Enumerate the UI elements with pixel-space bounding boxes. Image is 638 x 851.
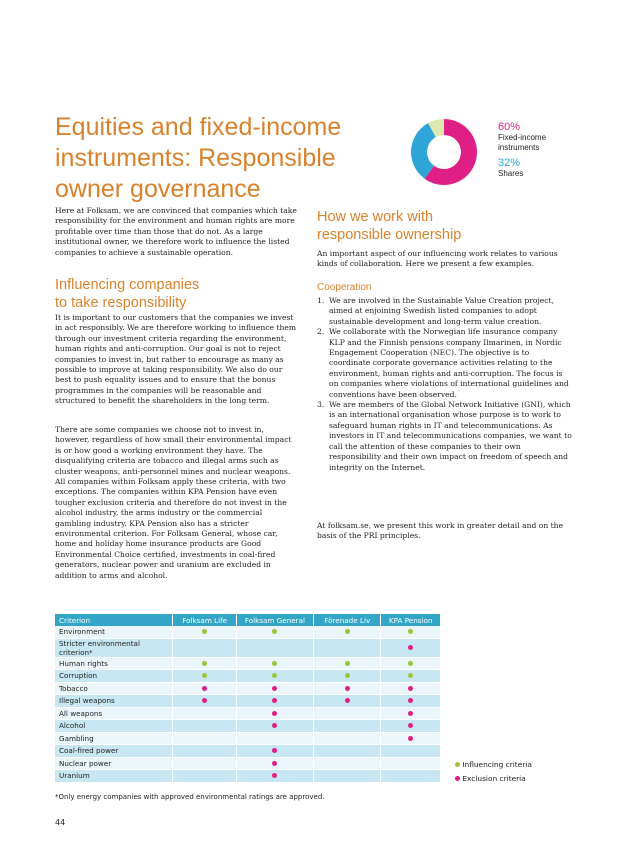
criterion-mark-cell: [314, 638, 381, 657]
cooperation-list: [317, 296, 572, 473]
criterion-mark-cell: [236, 626, 313, 638]
table-row: [55, 657, 441, 670]
criterion-cell: Nuclear power: [55, 757, 173, 770]
influencing-paragraph-2: There are some companies we choose not to invest in, however, regardless of how small their environmental impact is or how good a working environment they have. The disqualifying criteria are tobacco and illegal arms such as cluster weapons, anti-personnel mines and nuclear weapons. All companies within Folksam apply these criteria, with two exceptions. The companies within KPA Pension have even tougher exclusion criteria and therefore do not invest in the alcohol industry, the arms industry or the commercial gambling industry. KPA Pension also has a stricter environmental criterion. For Folksam General, whose car, home and holiday home insurance products are Good Environmental Choice certified, investments in coal-fired generators, nuclear power and uranium are excluded in addition to arms and alcohol.: [55, 425, 292, 580]
criterion-cell: Coal-fired power: [55, 745, 173, 758]
table-row: [55, 770, 441, 783]
criterion-mark-cell: [381, 626, 441, 638]
criterion-cell: Stricter environmental criterion*: [55, 638, 173, 657]
table-row: [55, 638, 441, 657]
column-header: KPA Pension: [381, 614, 441, 626]
criterion-mark-cell: [314, 695, 381, 708]
criterion-mark-cell: [314, 757, 381, 770]
influencing-dot-icon: [345, 629, 350, 634]
donut-hole: [427, 135, 461, 169]
column-header: Folksam General: [236, 614, 313, 626]
how-intro: An important aspect of our influencing work relates to various kinds of collaboration. Here we present a few examples.: [317, 249, 558, 269]
exclusion-dot-icon: [272, 761, 277, 766]
criterion-mark-cell: [381, 770, 441, 783]
influencing-dot-icon: [272, 673, 277, 678]
table-row: [55, 745, 441, 758]
table-row: [55, 732, 441, 745]
exclusion-dot-icon: [345, 686, 350, 691]
influencing-dot-icon: [202, 661, 207, 666]
legend-exclusion: Exclusion criteria: [455, 774, 532, 783]
criterion-mark-cell: [236, 745, 313, 758]
table-row: [55, 720, 441, 733]
criterion-mark-cell: [314, 770, 381, 783]
criterion-mark-cell: [314, 720, 381, 733]
criterion-mark-cell: [236, 695, 313, 708]
criterion-cell: Human rights: [55, 657, 173, 670]
influencing-heading: [55, 276, 300, 312]
criterion-mark-cell: [173, 770, 236, 783]
criterion-mark-cell: [173, 720, 236, 733]
heading-line: responsible ownership: [317, 227, 462, 243]
influencing-dot-icon: [272, 661, 277, 666]
criterion-mark-cell: [381, 657, 441, 670]
criterion-mark-cell: [173, 626, 236, 638]
fixed-income-label-line: instruments: [498, 143, 540, 152]
criterion-mark-cell: [236, 770, 313, 783]
criterion-mark-cell: [173, 657, 236, 670]
title-line: instruments: Responsible: [55, 144, 336, 172]
criterion-mark-cell: [314, 657, 381, 670]
table-row: [55, 626, 441, 638]
column-header: Förenade Liv: [314, 614, 381, 626]
table-legend: [455, 760, 532, 783]
exclusion-dot-icon: [272, 773, 277, 778]
influencing-dot-icon: [202, 673, 207, 678]
criterion-mark-cell: [236, 682, 313, 695]
criterion-mark-cell: [236, 638, 313, 657]
criterion-mark-cell: [314, 682, 381, 695]
magenta-dot-icon: [455, 776, 460, 781]
criterion-mark-cell: [314, 626, 381, 638]
criterion-cell: Illegal weapons: [55, 695, 173, 708]
table-row: [55, 757, 441, 770]
column-header: Criterion: [55, 614, 173, 626]
list-item: 3. We are members of the Global Network Initiative (GNI), which is an international organisation whose purpose is to work to safeguard human rights in IT and telecommunications. As investors in IT and telecommunications companies, we want to call the attention of these companies to their own responsibility and their own impact on freedom of speech and integrity on the Internet.: [317, 400, 572, 472]
how-outro: At folksam.se, we present this work in greater detail and on the basis of the PRI principles.: [317, 521, 564, 541]
criterion-mark-cell: [173, 638, 236, 657]
influencing-paragraph-1: It is important to our customers that the companies we invest in act responsibly. We are therefore working to influence them through our investment criteria regarding the environment, human rights and anti-corruption. Our goal is not to reject companies to invest in, but rather to encourage as many as possible to improve at taking responsibility. We also do our best to push equality issues and to ensure that the bonus programmes in the companies will be reasonable and structured to benefit the shareholders in the long term.: [55, 313, 297, 406]
criterion-mark-cell: [173, 707, 236, 720]
criterion-mark-cell: [236, 757, 313, 770]
exclusion-dot-icon: [408, 698, 413, 703]
criterion-mark-cell: [381, 695, 441, 708]
shares-label: Shares: [498, 169, 524, 178]
shares-value: 32%: [498, 157, 521, 169]
criterion-mark-cell: [173, 745, 236, 758]
influencing-dot-icon: [272, 629, 277, 634]
criterion-mark-cell: [381, 720, 441, 733]
how-heading: [317, 208, 577, 244]
page-number: 44: [55, 818, 66, 827]
exclusion-dot-icon: [408, 686, 413, 691]
criterion-mark-cell: [381, 707, 441, 720]
criterion-mark-cell: [173, 695, 236, 708]
criterion-mark-cell: [381, 757, 441, 770]
exclusion-dot-icon: [408, 711, 413, 716]
fixed-income-value: 60%: [498, 121, 521, 133]
table-row: [55, 707, 441, 720]
exclusion-dot-icon: [272, 748, 277, 753]
allocation-donut-chart: [404, 112, 484, 192]
criterion-mark-cell: [314, 707, 381, 720]
exclusion-dot-icon: [408, 645, 413, 650]
influencing-dot-icon: [345, 673, 350, 678]
table-row: [55, 682, 441, 695]
criterion-cell: All weapons: [55, 707, 173, 720]
criterion-mark-cell: [381, 638, 441, 657]
green-dot-icon: [455, 762, 460, 767]
criterion-mark-cell: [314, 745, 381, 758]
table-row: [55, 670, 441, 683]
criterion-cell: Corruption: [55, 670, 173, 683]
criterion-mark-cell: [173, 670, 236, 683]
criterion-mark-cell: [381, 732, 441, 745]
criterion-cell: Environment: [55, 626, 173, 638]
table-header-row: [55, 614, 441, 626]
heading-line: to take responsibility: [55, 295, 187, 311]
influencing-dot-icon: [408, 661, 413, 666]
influencing-dot-icon: [408, 673, 413, 678]
criterion-mark-cell: [236, 720, 313, 733]
criteria-table: [55, 614, 441, 783]
title-line: Equities and fixed-income: [55, 113, 342, 141]
legend-influencing: Influencing criteria: [455, 760, 532, 774]
criterion-mark-cell: [314, 732, 381, 745]
criterion-mark-cell: [173, 732, 236, 745]
table-row: [55, 695, 441, 708]
list-item: 1. We are involved in the Sustainable Value Creation project, aimed at enjoining Swedish listed companies to adopt sustainable development and long-term value creation.: [317, 296, 555, 326]
list-item: 2. We collaborate with the Norwegian life insurance company KLP and the Finnish pensions company Ilmarinen, in Nordic Engagement Cooperation (NEC). The objective is to coordinate corporate governance activities relating to the environment, human rights and anti-corruption. The focus is on companies where violations of international guidelines and conventions have been observed.: [317, 327, 569, 399]
exclusion-dot-icon: [272, 711, 277, 716]
criterion-mark-cell: [314, 670, 381, 683]
criterion-mark-cell: [236, 670, 313, 683]
exclusion-dot-icon: [408, 736, 413, 741]
exclusion-dot-icon: [202, 698, 207, 703]
table-footnote: *Only energy companies with approved environmental ratings are approved.: [55, 793, 325, 801]
criterion-mark-cell: [236, 732, 313, 745]
criterion-mark-cell: [381, 745, 441, 758]
criterion-cell: Tobacco: [55, 682, 173, 695]
influencing-dot-icon: [345, 661, 350, 666]
column-header: Folksam Life: [173, 614, 236, 626]
criterion-mark-cell: [236, 707, 313, 720]
exclusion-dot-icon: [408, 723, 413, 728]
exclusion-dot-icon: [272, 723, 277, 728]
criterion-mark-cell: [173, 757, 236, 770]
influencing-dot-icon: [408, 629, 413, 634]
intro-paragraph: Here at Folksam, we are convinced that companies which take responsibility for the environment and human rights are more profitable over time than those that do not. As a large institutional owner, we therefore work to influence the listed companies to achieve a sustainable operation.: [55, 206, 297, 257]
exclusion-dot-icon: [345, 698, 350, 703]
criterion-cell: Alcohol: [55, 720, 173, 733]
exclusion-dot-icon: [272, 698, 277, 703]
criterion-cell: Gambling: [55, 732, 173, 745]
criterion-mark-cell: [381, 670, 441, 683]
heading-line: Influencing companies: [55, 277, 200, 293]
exclusion-dot-icon: [202, 686, 207, 691]
criterion-cell: Uranium: [55, 770, 173, 783]
criterion-mark-cell: [173, 682, 236, 695]
influencing-dot-icon: [202, 629, 207, 634]
heading-line: How we work with: [317, 209, 434, 225]
criterion-mark-cell: [381, 682, 441, 695]
page-title: [55, 112, 385, 205]
title-line: owner governance: [55, 175, 261, 203]
fixed-income-label-line: Fixed-income: [498, 133, 547, 142]
chart-legend: [498, 121, 546, 179]
cooperation-heading: Cooperation: [317, 282, 372, 293]
exclusion-dot-icon: [272, 686, 277, 691]
criterion-mark-cell: [236, 657, 313, 670]
